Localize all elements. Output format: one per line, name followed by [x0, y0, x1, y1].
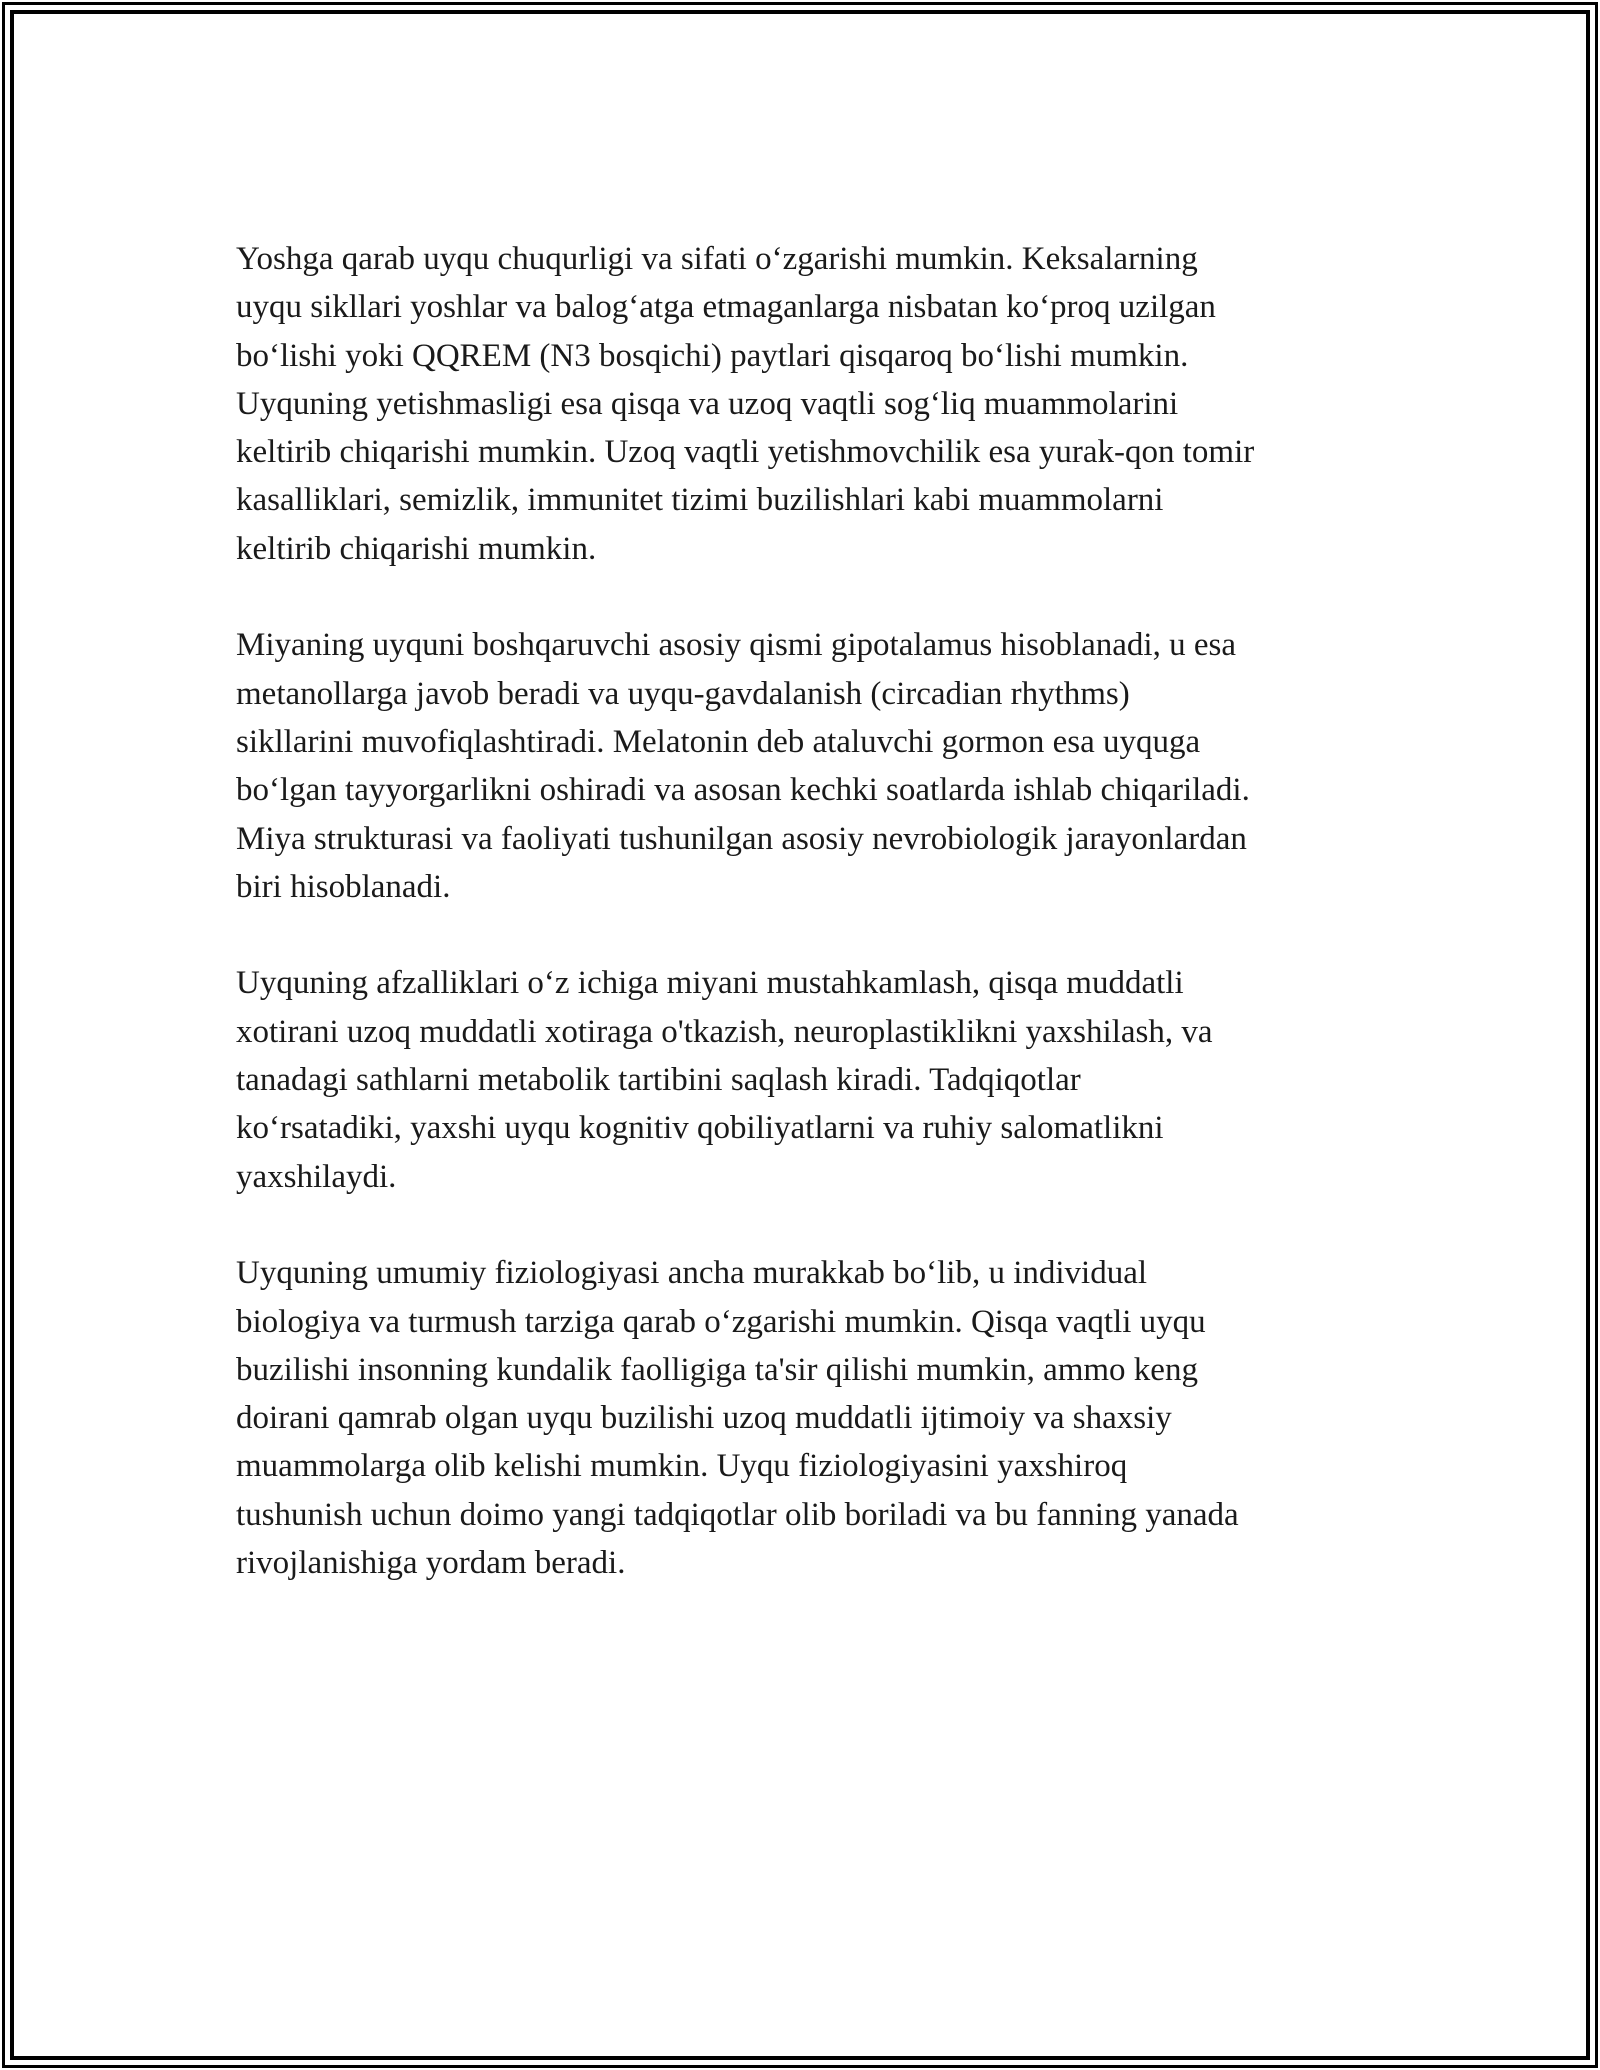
- text-line: muammolarga olib kelishi mumkin. Uyqu fiziologiyasini yaxshiroq: [236, 1448, 1128, 1485]
- text-line: kasalliklari, semizlik, immunitet tizimi buzilishlari kabi muammolarni: [236, 482, 1164, 519]
- document-body: [236, 235, 1376, 1636]
- text-line: uyqu sikllari yoshlar va balog‘atga etmaganlarga nisbatan ko‘proq uzilgan: [236, 289, 1216, 326]
- paragraph-4: [236, 1249, 1376, 1587]
- text-line: Miyaning uyquni boshqaruvchi asosiy qismi gipotalamus hisoblanadi, u esa: [236, 627, 1236, 664]
- text-line: Yoshga qarab uyqu chuqurligi va sifati o‘zgarishi mumkin. Keksalarning: [236, 241, 1198, 277]
- text-line: tanadagi sathlarni metabolik tartibini saqlash kiradi. Tadqiqotlar: [236, 1062, 1081, 1099]
- text-line: xotirani uzoq muddatli xotiraga o'tkazish, neuroplastiklikni yaxshilash, va: [236, 1013, 1213, 1050]
- text-line: metanollarga javob beradi va uyqu-gavdalanish (circadian rhythms): [236, 675, 1130, 712]
- paragraph-1: [236, 235, 1376, 573]
- text-line: yaxshilaydi.: [236, 1158, 397, 1195]
- text-line: Uyquning yetishmasligi esa qisqa va uzoq vaqtli sog‘liq muammolarini: [236, 385, 1179, 422]
- text-line: sikllarini muvofiqlashtiradi. Melatonin deb ataluvchi gormon esa uyquga: [236, 723, 1201, 760]
- text-line: buzilishi insonning kundalik faolligiga ta'sir qilishi mumkin, ammo keng: [236, 1351, 1198, 1388]
- text-line: Uyquning afzalliklari o‘z ichiga miyani mustahkamlash, qisqa muddatli: [236, 965, 1184, 1002]
- text-line: rivojlanishiga yordam beradi.: [236, 1545, 626, 1582]
- paragraph-3: [236, 959, 1376, 1200]
- text-line: Uyquning umumiy fiziologiyasi ancha murakkab bo‘lib, u individual: [236, 1255, 1148, 1292]
- text-line: keltirib chiqarishi mumkin. Uzoq vaqtli yetishmovchilik esa yurak-qon tomir: [236, 434, 1255, 471]
- text-line: biologiya va turmush tarziga qarab o‘zgarishi mumkin. Qisqa vaqtli uyqu: [236, 1303, 1206, 1340]
- text-line: Miya strukturasi va faoliyati tushunilgan asosiy nevrobiologik jarayonlardan: [236, 820, 1247, 857]
- text-line: bo‘lishi yoki QQREM (N3 bosqichi) paytlari qisqaroq bo‘lishi mumkin.: [236, 337, 1189, 374]
- text-line: biri hisoblanadi.: [236, 868, 451, 905]
- text-line: ko‘rsatadiki, yaxshi uyqu kognitiv qobiliyatlarni va ruhiy salomatlikni: [236, 1110, 1164, 1147]
- text-line: tushunish uchun doimo yangi tadqiqotlar olib boriladi va bu fanning yanada: [236, 1496, 1239, 1533]
- text-line: keltirib chiqarishi mumkin.: [236, 530, 597, 567]
- text-line: bo‘lgan tayyorgarlikni oshiradi va asosan kechki soatlarda ishlab chiqariladi.: [236, 772, 1250, 809]
- paragraph-2: [236, 621, 1376, 911]
- text-line: doirani qamrab olgan uyqu buzilishi uzoq muddatli ijtimoiy va shaxsiy: [236, 1400, 1172, 1437]
